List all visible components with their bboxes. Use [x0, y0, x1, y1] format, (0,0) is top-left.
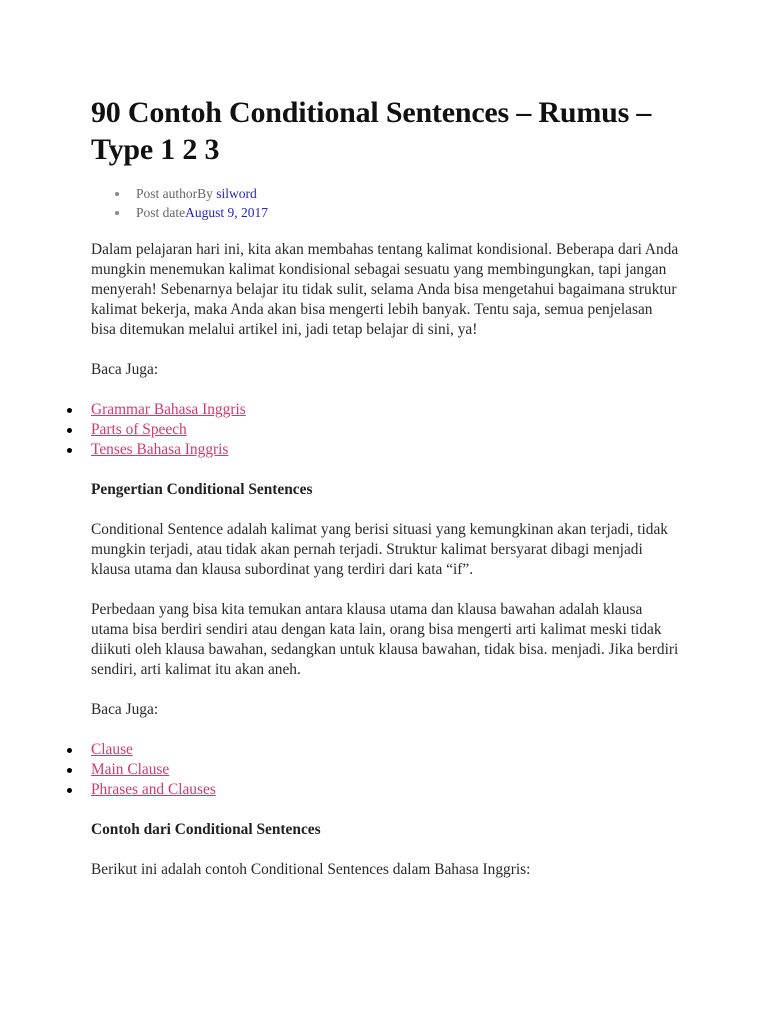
- link-clause[interactable]: Clause: [91, 741, 133, 758]
- list-item: [91, 760, 681, 780]
- list-item: [91, 740, 681, 760]
- link-phrases-and-clauses[interactable]: Phrases and Clauses: [91, 781, 216, 798]
- read-also-label: Baca Juga:: [91, 701, 159, 718]
- post-meta: [91, 184, 681, 222]
- related-links-2: [91, 740, 681, 800]
- link-tenses-bahasa-inggris[interactable]: Tenses Bahasa Inggris: [91, 441, 229, 458]
- list-item: [91, 440, 681, 460]
- link-main-clause[interactable]: Main Clause: [91, 761, 170, 778]
- read-also-label: Baca Juga:: [91, 361, 159, 378]
- post-date: [113, 203, 681, 222]
- post-author-label: Post author: [136, 186, 198, 201]
- date-link[interactable]: August 9, 2017: [185, 205, 269, 220]
- section-heading-pengertian: Pengertian Conditional Sentences: [91, 481, 313, 498]
- article: [91, 94, 681, 880]
- paragraph-definition: Conditional Sentence adalah kalimat yang berisi situasi yang kemungkinan akan terjadi, tidak mungkin terjadi, atau tidak akan pernah terjadi. Struktur kalimat bersyarat dibagi menjadi klausa utama dan klausa subordinat yang terdiri dari kata “if”.: [91, 521, 668, 578]
- paragraph-difference: Perbedaan yang bisa kita temukan antara klausa utama dan klausa bawahan adalah klausa utama bisa berdiri sendiri atau dengan kata lain, orang bisa mengerti arti kalimat meski tidak diikuti oleh klausa bawahan, sedangkan untuk klausa bawahan, tidak bisa. menjadi. Jika berdiri sendiri, arti kalimat itu akan aneh.: [91, 601, 679, 678]
- paragraph-examples-intro: Berikut ini adalah contoh Conditional Sentences dalam Bahasa Inggris:: [91, 861, 531, 878]
- post-author: [113, 184, 681, 203]
- post-author-prefix: By: [197, 186, 217, 201]
- intro-paragraph: Dalam pelajaran hari ini, kita akan membahas tentang kalimat kondisional. Beberapa dari Anda mungkin menemukan kalimat kondisional sebagai sesuatu yang membingungkan, tapi jangan menyerah! Sebenarnya belajar itu tidak sulit, selama Anda bisa mengetahui bagaimana struktur kalimat bekerja, maka Anda akan bisa mengerti lebih banyak. Tentu saja, semua penjelasan bisa ditemukan melalui artikel ini, jadi tetap belajar di sini, ya!: [91, 241, 679, 338]
- post-date-label: Post date: [136, 205, 186, 220]
- list-item: [91, 420, 681, 440]
- list-item: [91, 400, 681, 420]
- list-item: [91, 780, 681, 800]
- link-parts-of-speech[interactable]: Parts of Speech: [91, 421, 187, 438]
- page-title: 90 Contoh Conditional Sentences – Rumus – Type 1 2 3: [91, 96, 652, 166]
- author-link[interactable]: silword: [216, 186, 257, 201]
- link-grammar-bahasa-inggris[interactable]: Grammar Bahasa Inggris: [91, 401, 246, 418]
- related-links-1: [91, 400, 681, 460]
- section-heading-contoh: Contoh dari Conditional Sentences: [91, 821, 321, 838]
